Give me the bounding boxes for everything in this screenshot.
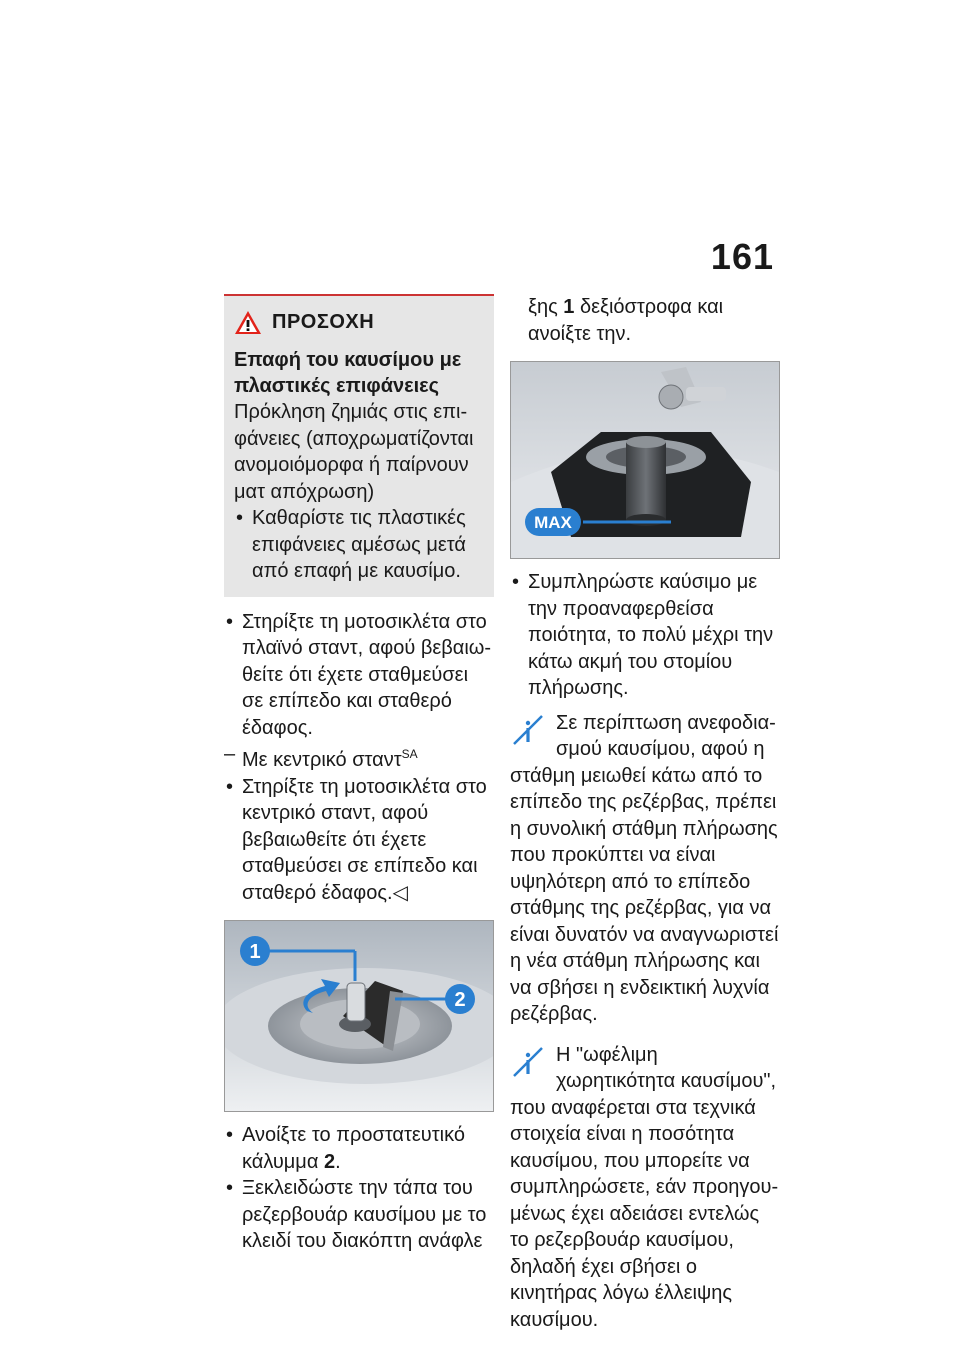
warning-title: ΠΡΟΣΟΧΗ — [272, 311, 375, 333]
cont-text-a: ξης — [528, 296, 564, 318]
warning-triangle-icon — [234, 310, 262, 335]
step-open-cover-text: Ανοίξτε το προστατευτικό κάλυμμα — [242, 1124, 465, 1173]
step-unlock-cap: • Ξεκλειδώστε την τάπα του ρεζερβουάρ καυσίμου με το κλειδί του διακόπτη ανάφλε — [224, 1175, 494, 1255]
warning-box — [224, 294, 494, 597]
step-open-cover — [224, 1122, 494, 1175]
center-stand-label: Με κεντρικό σταντ — [242, 749, 402, 771]
sa-superscript: SA — [401, 747, 418, 761]
step-center-stand — [224, 774, 494, 907]
page-number: 161 — [710, 236, 774, 277]
info-note-capacity-text: Η "ωφέλιμη χωρητικότητα καυσίμου", που αναφέρεται στα τεχνικά στοιχεία είναι η ποσότητα καυσίμου, που μπορείτε να συμπληρώσετε, εάν προηγουμένως έχει αδειάσει εντελώς το ρεζερβουάρ καυσίμου, δηλαδή έχει σβήσει ο κινητήρας λόγω έλλειψης καυσίμου. — [510, 1043, 779, 1331]
info-icon — [510, 712, 546, 748]
warning-action: • Καθαρίστε τις πλαστικές επιφάνειες αμέσως μετά από επαφή με καυσίμο. — [234, 505, 480, 585]
info-note-capacity — [510, 1042, 782, 1334]
step-refuel: • Συμπληρώστε καύσιμο με την προαναφερθείσα ποιότητα, το πολύ μέχρι την κάτω ακμή του στομίου πλήρωσης. — [510, 569, 782, 702]
info-note-reserve-text: Σε περίπτωση ανεφοδιασμού καυσίμου, αφού η στάθμη μειωθεί κάτω από το επίπεδο της ρεζέρβας, πρέπει η συνολική στάθμη πλήρωσης που προκύπτει να είναι υψηλότερη από το επίπεδο στάθμης της ρεζέρβας, για να είναι δυνατόν να αναγνωριστεί η νέα στάθμη πλήρωσης και να σβήσει η ενδεικτική λυχνία ρεζέρβας. — [510, 711, 779, 1025]
info-note-reserve — [510, 710, 782, 1028]
max-label: MAX — [534, 513, 572, 532]
cont-text-b: δεξιόστροφα και ανοίξτε την. — [528, 296, 724, 345]
step-side-stand: • Στηρίξτε τη μοτοσικλέτα στο πλαϊνό σταντ, αφού βεβαιωθείτε ότι έχετε σταθμεύσει σε επίπεδο και σταθερό έδαφος. — [224, 609, 494, 742]
callout-1: 1 — [249, 941, 261, 963]
info-icon — [510, 1044, 546, 1080]
warning-header — [234, 310, 480, 335]
left-column — [224, 294, 494, 1255]
step-center-stand-text: Στηρίξτε τη μοτοσικλέτα στο κεντρικό σταντ, αφού βεβαιωθείτε ότι έχετε σταθμεύσει σε επίπεδο και σταθερό έδαφος. — [242, 775, 487, 904]
center-stand-option — [224, 741, 494, 774]
figure-fuel-filler-max — [510, 361, 780, 559]
callout-2: 2 — [454, 989, 466, 1011]
ref-2: 2 — [323, 1150, 336, 1173]
step-unlock-cap-cont — [510, 294, 782, 347]
warning-subtitle: Επαφή του καυσίμου με πλαστικές επιφάνειες — [234, 349, 462, 397]
end-mark: ◁ — [392, 881, 408, 904]
warning-body: Πρόκληση ζημιάς στις επιφάνειες (αποχρωματίζονται ανομοιόμορφα ή παίρνουν ματ απόχρωση) — [234, 401, 474, 503]
ref-1: 1 — [563, 296, 575, 318]
filler-neck-illustration — [511, 362, 779, 558]
fuel-cap-illustration — [225, 921, 493, 1111]
right-column — [510, 294, 782, 1333]
figure-fuel-cap-open — [224, 920, 494, 1112]
step-open-cover-end: . — [335, 1150, 341, 1173]
